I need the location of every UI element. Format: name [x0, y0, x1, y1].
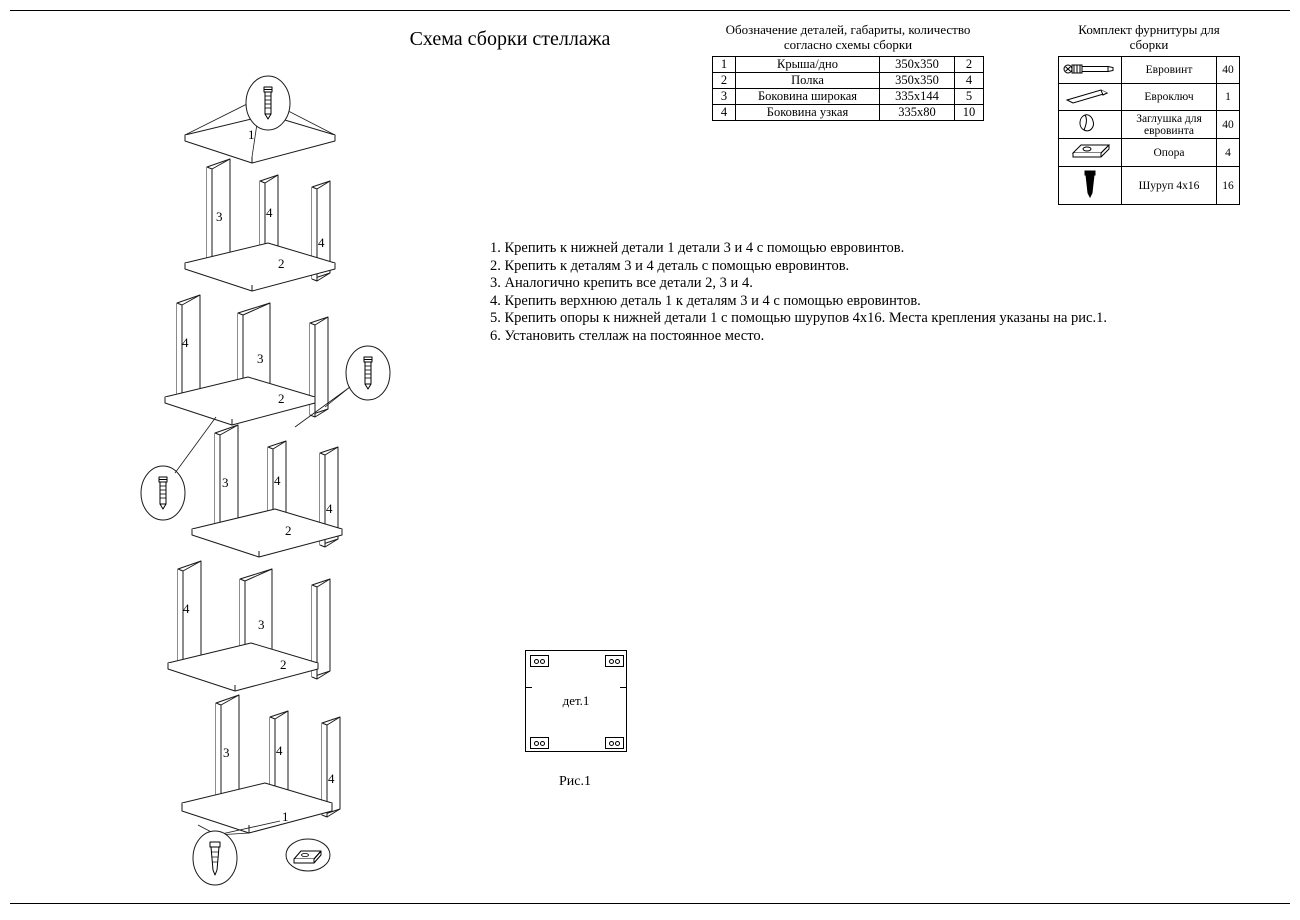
part-number: 3	[713, 89, 736, 105]
part-number: 4	[713, 105, 736, 121]
svg-text:4: 4	[274, 473, 281, 488]
list-item: 1. Крепить к нижней детали 1 детали 3 и 4 с помощью евровинтов.	[490, 240, 905, 256]
callout-screw-top	[246, 76, 290, 130]
hardware-table	[1058, 56, 1240, 205]
parts-table-caption	[712, 22, 984, 52]
figure-1	[525, 650, 635, 790]
figure-1-panel	[525, 650, 627, 752]
table-row	[1059, 111, 1240, 139]
svg-text:3: 3	[216, 209, 223, 224]
svg-text:3: 3	[223, 745, 230, 760]
svg-text:3: 3	[222, 475, 229, 490]
parts-table-caption-line2: согласно схемы сборки	[783, 37, 913, 52]
hardware-quantity: 4	[1217, 139, 1240, 167]
table-row	[713, 105, 984, 121]
page-title: Схема сборки стеллажа	[409, 28, 611, 50]
support-mount-point	[530, 737, 549, 749]
callout-screw-right	[295, 346, 390, 427]
svg-text:4: 4	[182, 335, 189, 350]
svg-text:4: 4	[183, 601, 190, 616]
hardware-quantity: 1	[1217, 84, 1240, 111]
assembly-steps-list	[490, 240, 1210, 345]
exploded-assembly-drawing	[120, 35, 450, 890]
page-top-rule	[10, 10, 1290, 11]
hardware-table-block	[1058, 22, 1240, 205]
svg-text:4: 4	[318, 235, 325, 250]
support-mount-point	[605, 737, 624, 749]
parts-table-block	[712, 22, 984, 121]
table-row	[713, 73, 984, 89]
table-row	[713, 89, 984, 105]
hardware-name	[1122, 111, 1217, 139]
edge-tick	[526, 687, 532, 688]
part-name: Боковина узкая	[736, 105, 880, 121]
hardware-name-line1: Заглушка для	[1136, 112, 1202, 125]
screw-icon	[1059, 167, 1122, 205]
panel-narrow-left-2	[177, 295, 200, 403]
svg-text:4: 4	[266, 205, 273, 220]
hardware-quantity: 16	[1217, 167, 1240, 205]
table-row	[1059, 167, 1240, 205]
callout-support-bottom	[286, 839, 330, 871]
figure-1-part-label: дет.1	[562, 693, 590, 708]
parts-table-caption-line1: Обозначение деталей, габариты, количество	[725, 22, 971, 37]
list-item: 2. Крепить к деталям 3 и 4 деталь с помощью евровинтов.	[490, 257, 850, 274]
svg-text:4: 4	[326, 501, 333, 516]
part-number: 1	[713, 57, 736, 73]
allen-key-icon	[1059, 84, 1122, 111]
parts-table	[712, 56, 984, 121]
svg-text:4: 4	[276, 743, 283, 758]
hardware-table-caption: Комплект фурнитуры для сборки	[1078, 22, 1220, 52]
callout-screw-left	[141, 417, 216, 520]
svg-text:4: 4	[328, 771, 335, 786]
support-mount-point	[605, 655, 624, 667]
hardware-quantity: 40	[1217, 57, 1240, 84]
svg-text:2: 2	[278, 256, 285, 271]
part-name: Полка	[736, 73, 880, 89]
hardware-name: Шуруп 4х16	[1122, 167, 1217, 205]
cap-icon	[1059, 111, 1122, 139]
svg-text:3: 3	[257, 351, 264, 366]
part-quantity: 10	[955, 105, 984, 121]
part-dimension: 350х350	[880, 73, 955, 89]
part-quantity: 5	[955, 89, 984, 105]
list-item: 6. Установить стеллаж на постоянное место.	[490, 327, 765, 344]
support-icon	[1059, 139, 1122, 167]
table-row	[1059, 57, 1240, 84]
svg-text:2: 2	[285, 523, 292, 538]
hardware-quantity: 40	[1217, 111, 1240, 139]
table-row	[1059, 139, 1240, 167]
support-mount-point	[530, 655, 549, 667]
part-name: Боковина широкая	[736, 89, 880, 105]
part-quantity: 2	[955, 57, 984, 73]
callout-screw-bottom	[193, 831, 237, 885]
svg-text:3: 3	[258, 617, 265, 632]
svg-text:1: 1	[282, 809, 289, 824]
svg-text:2: 2	[278, 391, 285, 406]
hardware-name: Евровинт	[1122, 57, 1217, 84]
hardware-name: Опора	[1122, 139, 1217, 167]
part-quantity: 4	[955, 73, 984, 89]
list-item: 5. Крепить опоры к нижней детали 1 с помощью шурупов 4х16. Места крепления указаны на рис.1.	[490, 310, 1107, 326]
svg-text:2: 2	[280, 657, 287, 672]
table-row	[713, 57, 984, 73]
list-item: 4. Крепить верхнюю деталь 1 к деталям 3 и 4 с помощью евровинтов.	[490, 292, 921, 309]
part-name: Крыша/дно	[736, 57, 880, 73]
svg-text:1: 1	[248, 127, 255, 142]
table-row	[1059, 84, 1240, 111]
figure-1-caption: Рис.1	[559, 774, 591, 789]
euroscrew-icon	[1059, 57, 1122, 84]
part-dimension: 350х350	[880, 57, 955, 73]
hardware-name: Евроключ	[1122, 84, 1217, 111]
part-dimension: 335х144	[880, 89, 955, 105]
part-number: 2	[713, 73, 736, 89]
edge-tick	[620, 687, 626, 688]
page-bottom-rule	[10, 903, 1290, 904]
list-item: 3. Аналогично крепить все детали 2, 3 и 4.	[490, 275, 753, 291]
part-dimension: 335х80	[880, 105, 955, 121]
hardware-name-line2: евровинта	[1143, 124, 1195, 137]
